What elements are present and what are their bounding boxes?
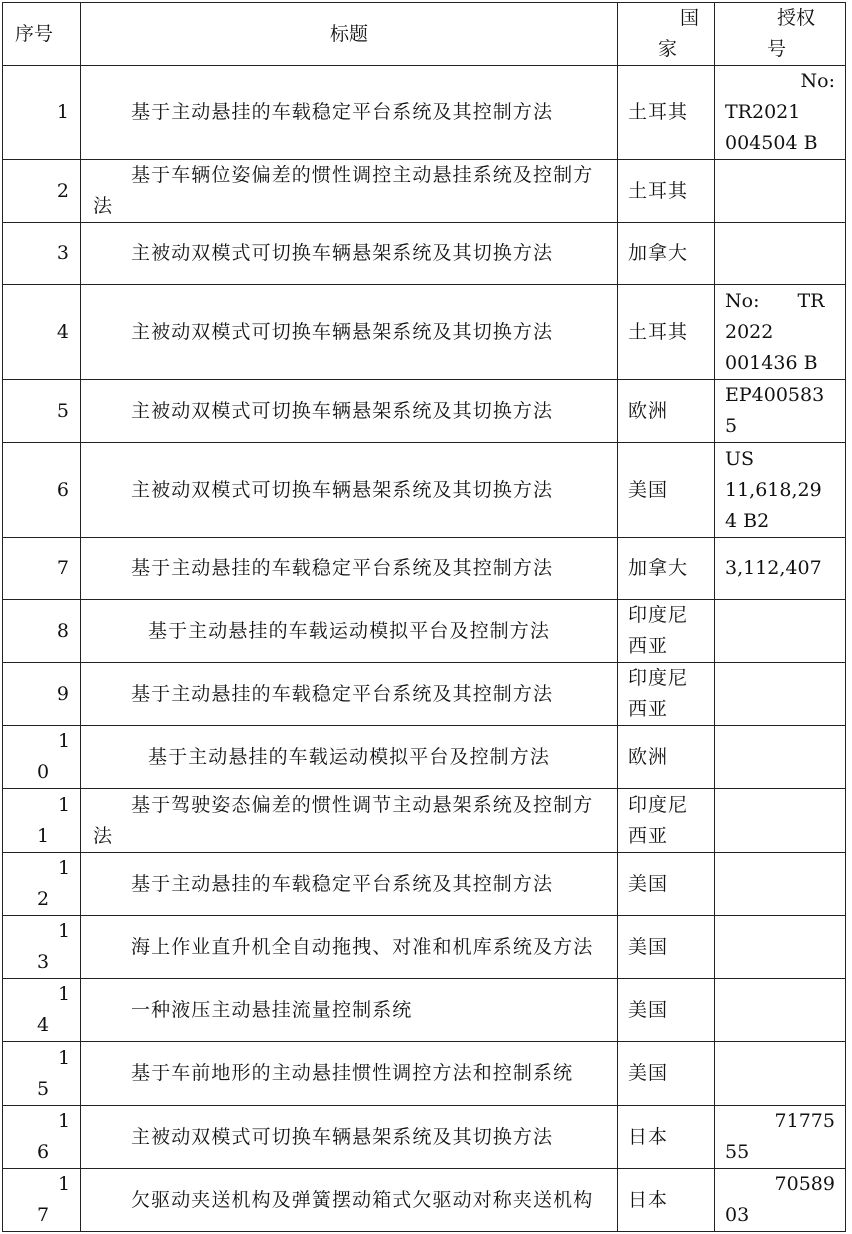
title-cell: 基于车辆位姿偏差的惯性调控主动悬挂系统及控制方法 bbox=[81, 160, 618, 223]
header-country-line1: 国 bbox=[680, 7, 700, 29]
seq-cell: 2 bbox=[3, 160, 81, 223]
table-row bbox=[3, 663, 846, 726]
title-cell: 主被动双模式可切换车辆悬架系统及其切换方法 bbox=[81, 1106, 618, 1169]
grant-line: 4 B2 bbox=[725, 509, 770, 532]
grant-line: 55 bbox=[725, 1141, 750, 1163]
grant-line: 03 bbox=[725, 1204, 750, 1226]
title-cell: 海上作业直升机全自动拖拽、对准和机库系统及方法 bbox=[81, 916, 618, 979]
grant-cell bbox=[715, 1042, 846, 1106]
country-cell: 土耳其 bbox=[618, 160, 715, 223]
grant-cell bbox=[715, 789, 846, 853]
title-cell: 基于主动悬挂的车载稳定平台系统及其控制方法 bbox=[81, 66, 618, 160]
country-cell: 美国 bbox=[618, 979, 715, 1042]
title-cell: 主被动双模式可切换车辆悬架系统及其切换方法 bbox=[81, 380, 618, 443]
patent-table bbox=[2, 2, 846, 1232]
table-row bbox=[3, 1042, 846, 1106]
country-cell: 印度尼西亚 bbox=[618, 789, 715, 853]
title-cell: 基于车前地形的主动悬挂惯性调控方法和控制系统 bbox=[81, 1042, 618, 1106]
grant-cell bbox=[715, 600, 846, 663]
country-cell: 美国 bbox=[618, 443, 715, 538]
grant-line: 001436 B bbox=[725, 351, 818, 374]
table-row bbox=[3, 853, 846, 916]
grant-line: EP4005835 bbox=[725, 384, 825, 437]
table-row bbox=[3, 979, 846, 1042]
country-cell: 印度尼西亚 bbox=[618, 600, 715, 663]
country-cell: 美国 bbox=[618, 916, 715, 979]
header-grant bbox=[715, 3, 846, 66]
seq-cell: 1 bbox=[3, 66, 81, 160]
table-row bbox=[3, 538, 846, 600]
grant-cell bbox=[715, 979, 846, 1042]
grant-line: 11,618,29 bbox=[725, 478, 822, 501]
header-row bbox=[3, 3, 846, 66]
grant-line: 71775 bbox=[774, 1110, 835, 1132]
title-cell: 基于主动悬挂的车载运动模拟平台及控制方法 bbox=[81, 726, 618, 789]
grant-cell bbox=[715, 285, 846, 380]
header-title: 标题 bbox=[81, 3, 618, 66]
grant-line: No: bbox=[800, 70, 835, 92]
table-row bbox=[3, 1169, 846, 1232]
country-cell: 美国 bbox=[618, 853, 715, 916]
grant-cell bbox=[715, 160, 846, 223]
seq-cell: 1 5 bbox=[3, 1042, 81, 1106]
header-seq: 序号 bbox=[3, 3, 81, 66]
grant-line: 70589 bbox=[774, 1173, 835, 1195]
seq-cell: 6 bbox=[3, 443, 81, 538]
seq-cell: 1 1 bbox=[3, 789, 81, 853]
header-grant-line2: 号 bbox=[767, 38, 787, 60]
grant-cell bbox=[715, 380, 846, 443]
seq-cell: 4 bbox=[3, 285, 81, 380]
grant-line: TR2021 bbox=[725, 101, 801, 123]
header-grant-line1: 授权 bbox=[777, 7, 816, 29]
grant-cell bbox=[715, 853, 846, 916]
grant-line: No: TR bbox=[725, 289, 825, 312]
grant-cell bbox=[715, 223, 846, 285]
table-row bbox=[3, 1106, 846, 1169]
table-row bbox=[3, 443, 846, 538]
seq-cell: 1 0 bbox=[3, 726, 81, 789]
header-country bbox=[618, 3, 715, 66]
country-cell: 印度尼西亚 bbox=[618, 663, 715, 726]
title-cell: 一种液压主动悬挂流量控制系统 bbox=[81, 979, 618, 1042]
country-cell: 欧洲 bbox=[618, 726, 715, 789]
seq-cell: 9 bbox=[3, 663, 81, 726]
title-cell: 基于主动悬挂的车载运动模拟平台及控制方法 bbox=[81, 600, 618, 663]
seq-cell: 1 3 bbox=[3, 916, 81, 979]
country-cell: 日本 bbox=[618, 1106, 715, 1169]
title-cell: 主被动双模式可切换车辆悬架系统及其切换方法 bbox=[81, 443, 618, 538]
country-cell: 土耳其 bbox=[618, 66, 715, 160]
table-row bbox=[3, 285, 846, 380]
seq-cell: 5 bbox=[3, 380, 81, 443]
table-row bbox=[3, 380, 846, 443]
grant-cell bbox=[715, 663, 846, 726]
table-row bbox=[3, 223, 846, 285]
table-row bbox=[3, 66, 846, 160]
country-cell: 加拿大 bbox=[618, 538, 715, 600]
seq-cell: 3 bbox=[3, 223, 81, 285]
grant-line: US bbox=[725, 447, 755, 470]
grant-line: 004504 B bbox=[725, 132, 818, 154]
country-cell: 美国 bbox=[618, 1042, 715, 1106]
grant-cell bbox=[715, 443, 846, 538]
grant-cell bbox=[715, 916, 846, 979]
title-cell: 主被动双模式可切换车辆悬架系统及其切换方法 bbox=[81, 223, 618, 285]
seq-cell: 7 bbox=[3, 538, 81, 600]
title-cell: 主被动双模式可切换车辆悬架系统及其切换方法 bbox=[81, 285, 618, 380]
grant-cell bbox=[715, 1106, 846, 1169]
grant-cell bbox=[715, 726, 846, 789]
country-cell: 日本 bbox=[618, 1169, 715, 1232]
seq-cell: 1 2 bbox=[3, 853, 81, 916]
grant-line: 3,112,407 bbox=[725, 557, 822, 579]
title-cell: 基于主动悬挂的车载稳定平台系统及其控制方法 bbox=[81, 663, 618, 726]
table-row bbox=[3, 789, 846, 853]
country-cell: 加拿大 bbox=[618, 223, 715, 285]
table-row bbox=[3, 916, 846, 979]
table-row bbox=[3, 160, 846, 223]
title-cell: 基于主动悬挂的车载稳定平台系统及其控制方法 bbox=[81, 538, 618, 600]
seq-cell: 1 6 bbox=[3, 1106, 81, 1169]
title-cell: 欠驱动夹送机构及弹簧摆动箱式欠驱动对称夹送机构 bbox=[81, 1169, 618, 1232]
grant-line: 2022 bbox=[725, 320, 774, 343]
grant-cell bbox=[715, 66, 846, 160]
country-cell: 土耳其 bbox=[618, 285, 715, 380]
header-country-line2: 家 bbox=[658, 38, 678, 60]
seq-cell: 1 4 bbox=[3, 979, 81, 1042]
table-row bbox=[3, 726, 846, 789]
seq-cell: 8 bbox=[3, 600, 81, 663]
table-row bbox=[3, 600, 846, 663]
title-cell: 基于主动悬挂的车载稳定平台系统及其控制方法 bbox=[81, 853, 618, 916]
grant-cell bbox=[715, 1169, 846, 1232]
seq-cell: 1 7 bbox=[3, 1169, 81, 1232]
country-cell: 欧洲 bbox=[618, 380, 715, 443]
grant-cell bbox=[715, 538, 846, 600]
title-cell: 基于驾驶姿态偏差的惯性调节主动悬架系统及控制方法 bbox=[81, 789, 618, 853]
